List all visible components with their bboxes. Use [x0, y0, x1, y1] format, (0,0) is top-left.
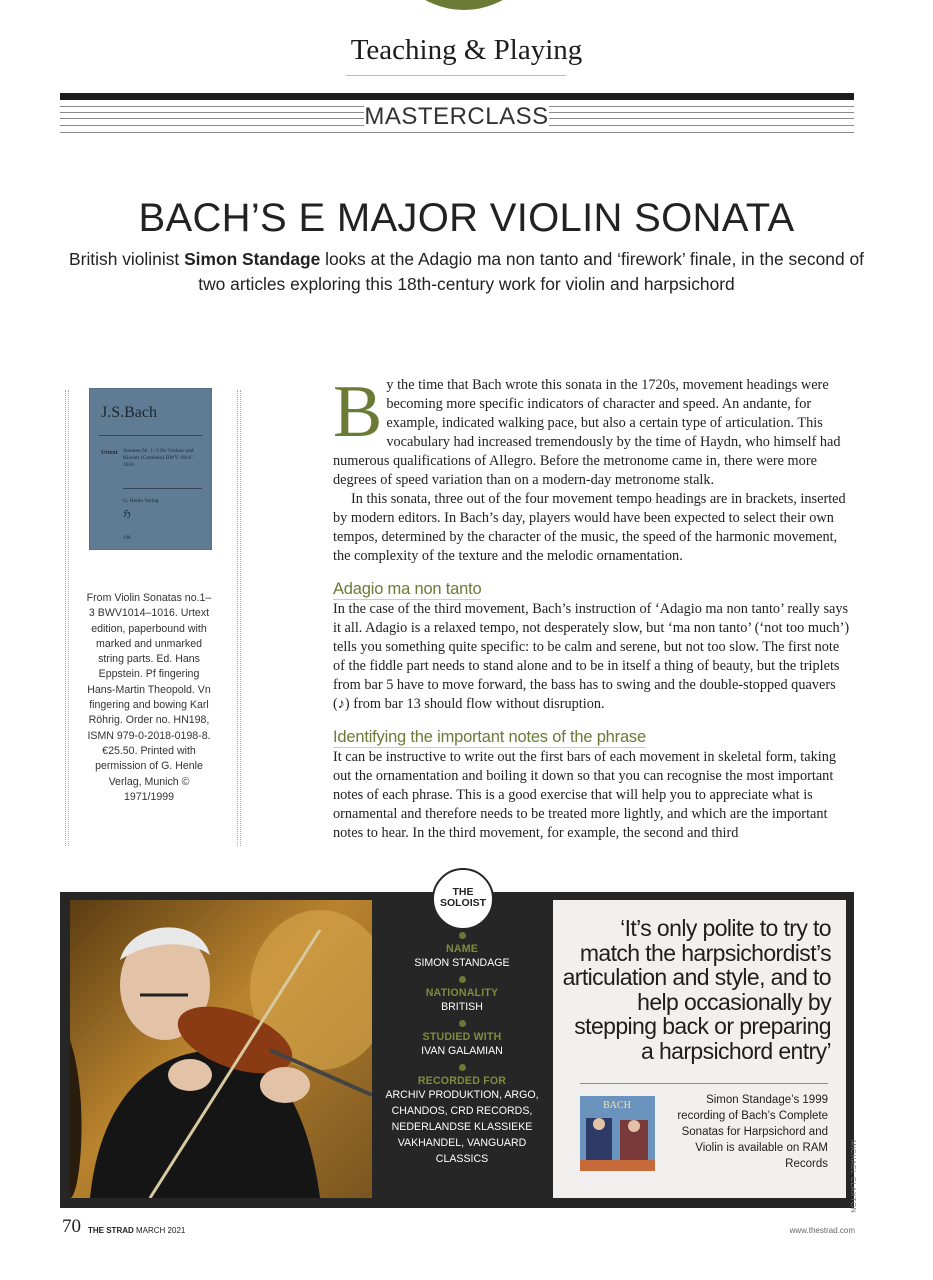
fact-value: BRITISH — [441, 1001, 483, 1013]
standfirst-text: British violinist — [69, 249, 185, 269]
department-label: MASTERCLASS — [364, 103, 549, 130]
section-circle-decoration — [384, 0, 544, 10]
sidebar-border — [65, 390, 66, 846]
paragraph: It can be instructive to write out the first bars of each movement in skeletal form, taking out the ornamentation and boiling it down so that you can recognise the most important notes of each phrase. This is a good exercise that will help you to appreciate what is ornamental and therefore needs to be treated more lightly, and which are the important notes to hear. In the third movement, for example, the second and third — [333, 749, 837, 841]
cover-number: 198 — [123, 536, 131, 541]
sidebar-border — [240, 390, 241, 846]
author-name: Simon Standage — [184, 249, 321, 269]
article-body — [333, 371, 853, 843]
fact-value: SIMON STANDAGE — [414, 957, 510, 969]
violinist-photo-illustration — [70, 900, 372, 1198]
page-number: 70 — [62, 1216, 81, 1237]
soloist-badge — [432, 868, 494, 930]
paragraph-text: y the time that Bach wrote this sonata in the 1720s, movement headings were becoming more specific indicators of character and speed. An andante, for example, indicated walking pace, but also a certain type of articulation. This vocabulary had increased tremendously by the time of Haydn, who himself had numerous qualifications of Allegro. Before the metronome came in, there were more degrees of speed variation than on a modern-day metronome stalk. — [333, 377, 841, 488]
pull-quote: ‘It’s only polite to try to match the harpsichordist’s articulation and style, and to help occasionally by stepping back or preparing a harpsichord entry’ — [562, 915, 831, 1064]
paragraph: In this sonata, three out of the four movement tempo headings are in brackets, inserted by modern editors. In Bach’s day, players would have been expected to select their own tempos, determined by the character of the music, the speed of the harmonic movement, the complexity of the texture and the melodic ornamentation. — [333, 491, 846, 564]
sidebar-caption: From Violin Sonatas no.1–3 BWV1014–1016. Urtext edition, paperbound with marked and unmarked string parts. Ed. Hans Eppstein. Pf fingering Hans-Martin Theopold. Vn fingering and bowing Karl Röhrig. Order no. HN198, ISMN 979-0-2018-0198-8. €25.50. Printed with permission of G. Henle Verlag, Munich © 1971/1999 — [86, 592, 212, 803]
cover-subtitle: Sonaten Nr. 1–3 für Violine und Klavier (Cembalo) BWV 1014–1016 — [123, 448, 194, 468]
footer-magazine — [88, 1226, 185, 1235]
issue-date: MARCH 2021 — [133, 1226, 186, 1235]
header-thick-rule — [60, 93, 854, 100]
cover-publisher: G. Henle Verlag — [123, 498, 159, 504]
fact-item — [380, 1020, 544, 1059]
fact-label: NAME — [446, 943, 478, 955]
cover-rule — [99, 435, 202, 436]
badge-line: SOLOIST — [439, 897, 487, 909]
bullet-dot-icon — [459, 1064, 466, 1071]
soloist-photo — [70, 900, 372, 1198]
fact-label: STUDIED WITH — [422, 1031, 502, 1043]
paragraph: In the case of the third movement, Bach’s instruction of ‘Adagio ma non tanto’ really says it all. Adagio is a relaxed tempo, not desperately slow, but ‘ma non tanto’ (‘not too much’) tells you something quite specific: to be calm and serene, but not too slow. The first note of the fiddle part needs to stand alone and to be in itself a thing of beauty, but the triplets from bar 5 have to move forward, the bass has to swing and the double-stopped quavers (♪) from bar 13 should flow without disruption. — [333, 601, 850, 712]
standfirst-text: looks at the Adagio ma non tanto and ‘firework’ finale, in the second of two articles exploring this 18th-century work for violin and harpsichord — [198, 249, 864, 294]
cover-title: J.S.Bach — [101, 404, 157, 421]
bullet-dot-icon — [459, 932, 466, 939]
cd-cover-image — [580, 1096, 655, 1171]
fact-value: IVAN GALAMIAN — [421, 1045, 503, 1057]
fact-value: ARCHIV PRODUKTION, ARGO, CHANDOS, CRD RECORDS, NEDERLANDSE KLASSIEKE VAKHANDEL, VANGUARD CLASSICS — [385, 1089, 539, 1165]
fact-item — [380, 1064, 544, 1167]
fact-item — [380, 976, 544, 1015]
publisher-logo-icon: ℌ — [123, 509, 131, 520]
cover-urtext: Urtext — [101, 450, 118, 456]
subheading: Identifying the important notes of the phrase — [333, 728, 646, 746]
footer-url[interactable]: www.thestrad.com — [789, 1226, 855, 1235]
subheading: Adagio ma non tanto — [333, 580, 482, 598]
photo-credit: MICHAEL CLAXTON — [849, 1140, 856, 1214]
sidebar-border — [68, 390, 69, 846]
section-title: Teaching & Playing — [350, 34, 583, 66]
cd-cover-illustration — [580, 1096, 655, 1171]
article-standfirst — [60, 247, 873, 297]
paragraph — [333, 371, 853, 490]
quote-divider — [580, 1083, 828, 1084]
soloist-facts — [380, 932, 544, 1172]
fact-label: RECORDED FOR — [417, 1075, 507, 1087]
cover-rule — [123, 488, 202, 489]
cd-cover-title: BACH — [603, 1100, 631, 1111]
drop-cap: B — [333, 371, 383, 453]
badge-line: THE — [452, 886, 474, 898]
magazine-name: THE STRAD — [88, 1226, 134, 1235]
header-rule — [60, 132, 854, 133]
section-title-underline — [346, 75, 566, 76]
fact-item — [380, 932, 544, 971]
article-headline: BACH’S E MAJOR VIOLIN SONATA — [138, 196, 795, 240]
score-cover-image — [89, 388, 212, 550]
sidebar-border — [237, 390, 238, 846]
cd-caption: Simon Standage’s 1999 recording of Bach’s Complete Sonatas for Harpsichord and Violin is available on RAM Records — [677, 1094, 828, 1170]
fact-label: NATIONALITY — [425, 987, 499, 999]
bullet-dot-icon — [459, 1020, 466, 1027]
bullet-dot-icon — [459, 976, 466, 983]
